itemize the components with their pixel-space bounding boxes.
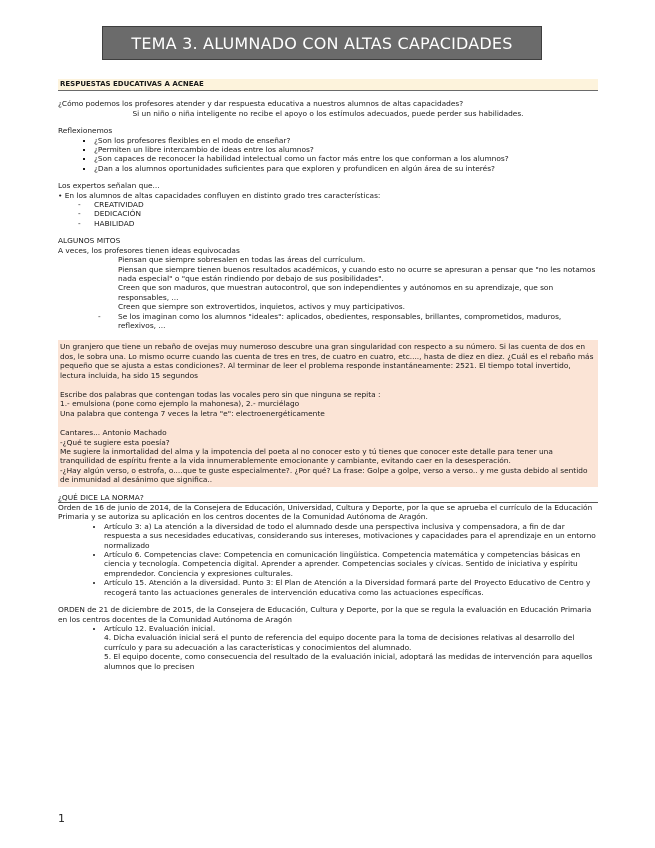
list-item: ▪ ¿Permiten un libre intercambio de ideas entre los alumnos? xyxy=(94,145,598,154)
myth-item: Creen que siempre son extrovertidos, inquietos, activos y muy participativos. xyxy=(118,302,405,312)
list-item: - HABILIDAD xyxy=(80,219,598,228)
order-2015-articles xyxy=(58,624,598,671)
myth-item: Creen que son maduros, que muestran autocontrol, que son independientes y autónomos en su aprendizaje, que son responsables, ... xyxy=(118,283,554,302)
list-item: • Artículo 6. Competencias clave: Competencia en comunicación lingüística. Competencia matemática y competencias básicas en ciencia y tecnología. Competencia digital. Aprender a aprender. Competencias sociales y cívicas. Sentido de iniciativa y espíritu emprendedor. Conciencia y expresiones culturales. xyxy=(104,550,598,578)
experts-title: Los expertos señalan que... xyxy=(58,181,160,191)
traits-list xyxy=(58,200,598,228)
list-item: - DEDICACIÓN xyxy=(80,209,598,218)
order-2014-articles xyxy=(58,522,598,597)
myths-title: ALGUNOS MITOS xyxy=(58,236,121,246)
examples-box xyxy=(58,340,598,486)
poem-title: Cantares... Antonio Machado xyxy=(60,428,167,438)
note-text: Si un niño o niña inteligente no recibe el apoyo o los estímulos adecuados, puede perder sus habilidades. xyxy=(132,108,524,118)
verse-answer: -¿Hay algún verso, o estrofa, o....que te guste especialmente?. ¿Por qué? La frase: Golpe a golpe, verso a verso.. y me gusta debido al sentido de inmunidad al desánimo que significa.. xyxy=(60,465,588,485)
experts-intro: • En los alumnos de altas capacidades confluyen en distinto grado tres características: xyxy=(58,190,381,200)
poem-question: -¿Qué te sugiere esta poesía? xyxy=(60,437,170,447)
list-item xyxy=(104,624,598,671)
article-12-title: Artículo 12. Evaluación inicial. xyxy=(104,623,216,633)
reflect-list xyxy=(58,136,598,174)
myths-intro: A veces, los profesores tienen ideas equivocadas xyxy=(58,245,240,255)
list-item: ▪ ¿Son capaces de reconocer la habilidad intelectual como un factor más entre los que conforman a los alumnos? xyxy=(94,154,598,163)
reflect-title: Reflexionemos xyxy=(58,126,113,136)
list-item: ▪ ¿Son los profesores flexibles en el modo de enseñar? xyxy=(94,136,598,145)
page-title: TEMA 3. ALUMNADO CON ALTAS CAPACIDADES xyxy=(131,33,513,53)
vowels-prompt: Escribe dos palabras que contengan todas las vocales pero sin que ninguna se repita : xyxy=(60,389,381,399)
list-item: • Artículo 15. Atención a la diversidad. Punto 3: El Plan de Atención a la Diversidad formará parte del Proyecto Educativo de Centro y recogerá tanto las actuaciones generales de intervención educativa como las actuaciones específicas. xyxy=(104,578,598,597)
order-2014: Orden de 16 de junio de 2014, de la Consejera de Educación, Universidad, Cultura y Deporte, por la que se aprueba el currículo de la Educación Primaria y se autoriza su aplicación en los centros docentes de la Comunidad Autónoma de Aragón. xyxy=(58,503,593,522)
order-2015: ORDEN de 21 de diciembre de 2015, de la Consejera de Educación, Cultura y Deporte, por la que se regula la evaluación en Educación Primaria en los centros docentes de la Comunidad Autónoma de Aragón xyxy=(58,605,592,624)
vowels-answer: 1.- emulsiona (pone como ejemplo la mahonesa), 2.- murciélago xyxy=(60,399,300,409)
article-12-point-5: 5. El equipo docente, como consecuencia del resultado de la evaluación inicial, adoptará las medidas de intervención para aquellos alumnos que lo precisen xyxy=(104,652,593,671)
article-12-point-4: 4. Dicha evaluación inicial será el punto de referencia del equipo docente para la toma de decisiones relativas al desarrollo del currículo y para su adecuación a las características y conocimientos del alumnado. xyxy=(104,633,575,652)
document-body xyxy=(58,79,598,671)
main-question: ¿Cómo podemos los profesores atender y dar respuesta educativa a nuestros alumnos de altas capacidades? xyxy=(58,99,464,109)
page-title-bar xyxy=(102,26,542,60)
section-heading-respuestas: RESPUESTAS EDUCATIVAS A ACNEAE xyxy=(58,79,598,91)
myth-item: Piensan que siempre sobresalen en todas las áreas del currículum. xyxy=(118,255,366,265)
poem-answer: Me sugiere la inmortalidad del alma y la impotencia del poeta al no conocer esto y tú tienes que conocer este detalle para tener una tranquilidad de espíritu frente a la vida innumerablemente emocionante y cambiante, evitando caer en la desesperación. xyxy=(60,447,553,466)
list-item: - CREATIVIDAD xyxy=(80,200,598,209)
list-item: • Artículo 3: a) La atención a la diversidad de todo el alumnado desde una perspectiva inclusiva y compensadora, a fin de dar respuesta a sus necesidades educativas, considerando sus intereses, motivaciones y capacidades para el aprendizaje en un entorno normalizado xyxy=(104,522,598,550)
myth-item: - Se los imaginan como los alumnos "ideales": aplicados, obedientes, responsables, brillantes, comprometidos, maduros, reflexivos, ... xyxy=(58,312,598,331)
list-item: ▪ ¿Dan a los alumnos oportunidades suficientes para que exploren y profundicen en algún área de su interés? xyxy=(94,164,598,173)
letter-e-answer: Una palabra que contenga 7 veces la letra "e": electroenergéticamente xyxy=(60,408,325,418)
myth-item: Piensan que siempre tienen buenos resultados académicos, y cuando esto no ocurre se apresuran a pensar que "no les notamos nada especial" o "que están rindiendo por debajo de sus posibilidades". xyxy=(118,264,596,283)
farmer-problem: Un granjero que tiene un rebaño de ovejas muy numeroso descubre una gran singularidad con respecto a su número. Si las cuenta de dos en dos, le sobra una. Lo mismo ocurre cuando las cuenta de tres en tres, de cuatro en cuatro, etc...., hasta de diez en diez. ¿Cuál es el rebaño más pequeño que se ajusta a estas condiciones?. Al terminar de leer el problema responde instantáneamente: 2521. El tiempo total invertido, lectura incluida, ha sido 15 segundos xyxy=(60,342,594,380)
norma-heading: ¿QUÉ DICE LA NORMA? xyxy=(58,493,598,503)
page-number: 1 xyxy=(58,812,65,825)
